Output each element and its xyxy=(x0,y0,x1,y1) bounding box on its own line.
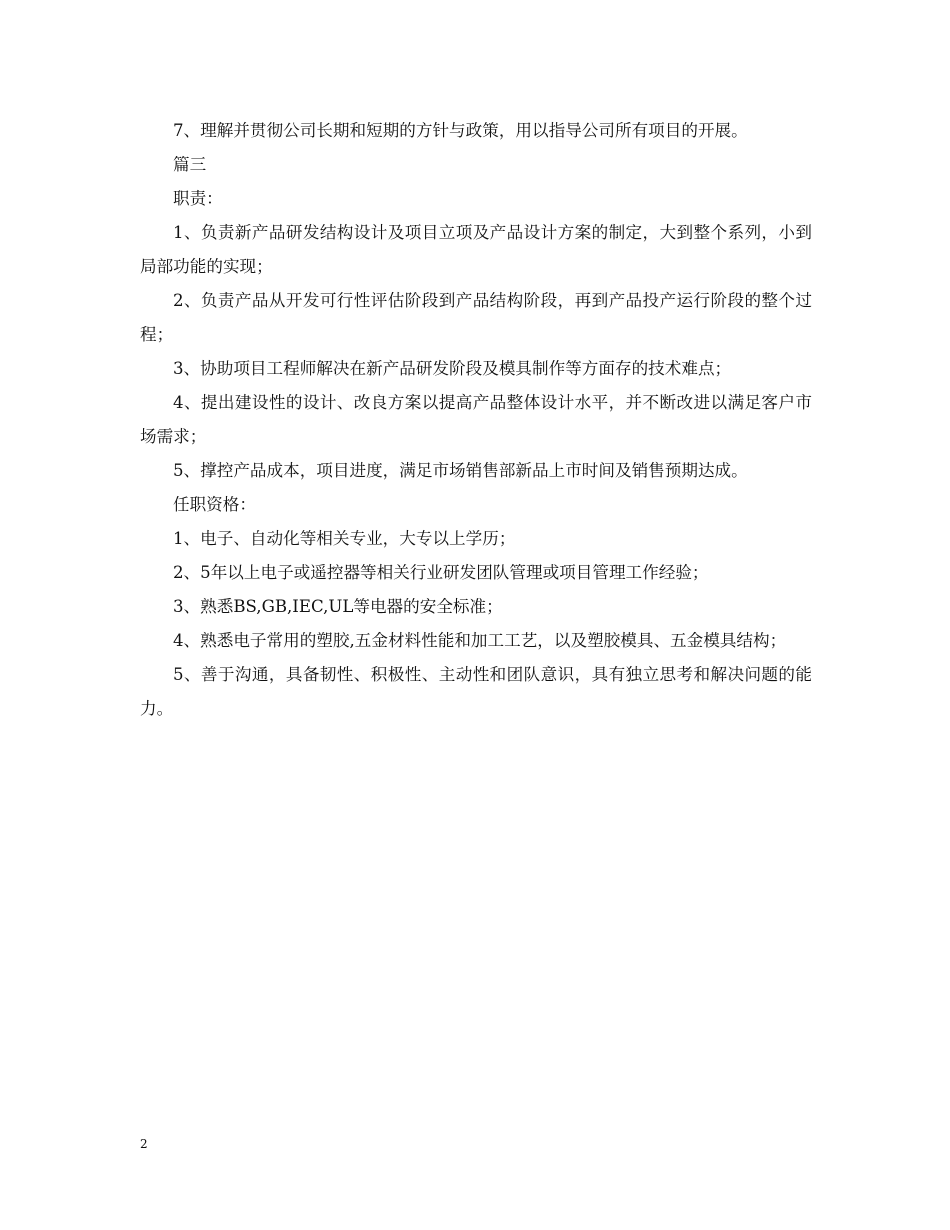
responsibility-item-5: 5、撑控产品成本，项目进度，满足市场销售部新品上市时间及销售预期达成。 xyxy=(173,461,748,480)
qualification-item-5: 5、善于沟通，具备韧性、积极性、主动性和团队意识，具有独立思考和解决问题的能力。 xyxy=(140,665,812,718)
responsibility-item-3: 3、协助项目工程师解决在新产品研发阶段及模具制作等方面存的技术难点； xyxy=(173,359,732,378)
section-heading-part-three: 篇三 xyxy=(173,155,207,174)
responsibility-item-4: 4、提出建设性的设计、改良方案以提高产品整体设计水平，并不断改进以满足客户市场需求； xyxy=(140,393,812,446)
qualification-item-2: 2、5年以上电子或遥控器等相关行业研发团队管理或项目管理工作经验； xyxy=(173,563,709,582)
qualification-item-1: 1、电子、自动化等相关专业，大专以上学历； xyxy=(173,529,516,548)
qualification-item-3: 3、熟悉BS,GB,IEC,UL等电器的安全标准； xyxy=(173,597,503,616)
heading-qualifications: 任职资格： xyxy=(173,495,256,514)
document-body xyxy=(140,114,812,726)
qualification-item-4: 4、熟悉电子常用的塑胶,五金材料性能和加工工艺，以及塑胶模具、五金模具结构； xyxy=(173,631,787,650)
responsibility-item-2: 2、负责产品从开发可行性评估阶段到产品结构阶段，再到产品投产运行阶段的整个过程； xyxy=(140,291,812,344)
responsibility-item-1: 1、负责新产品研发结构设计及项目立项及产品设计方案的制定，大到整个系列，小到局部功能的实现； xyxy=(140,223,812,276)
heading-responsibilities: 职责： xyxy=(173,189,223,208)
paragraph-1: 7、理解并贯彻公司长期和短期的方针与政策，用以指导公司所有项目的开展。 xyxy=(173,121,748,140)
page-number: 2 xyxy=(140,1137,148,1151)
